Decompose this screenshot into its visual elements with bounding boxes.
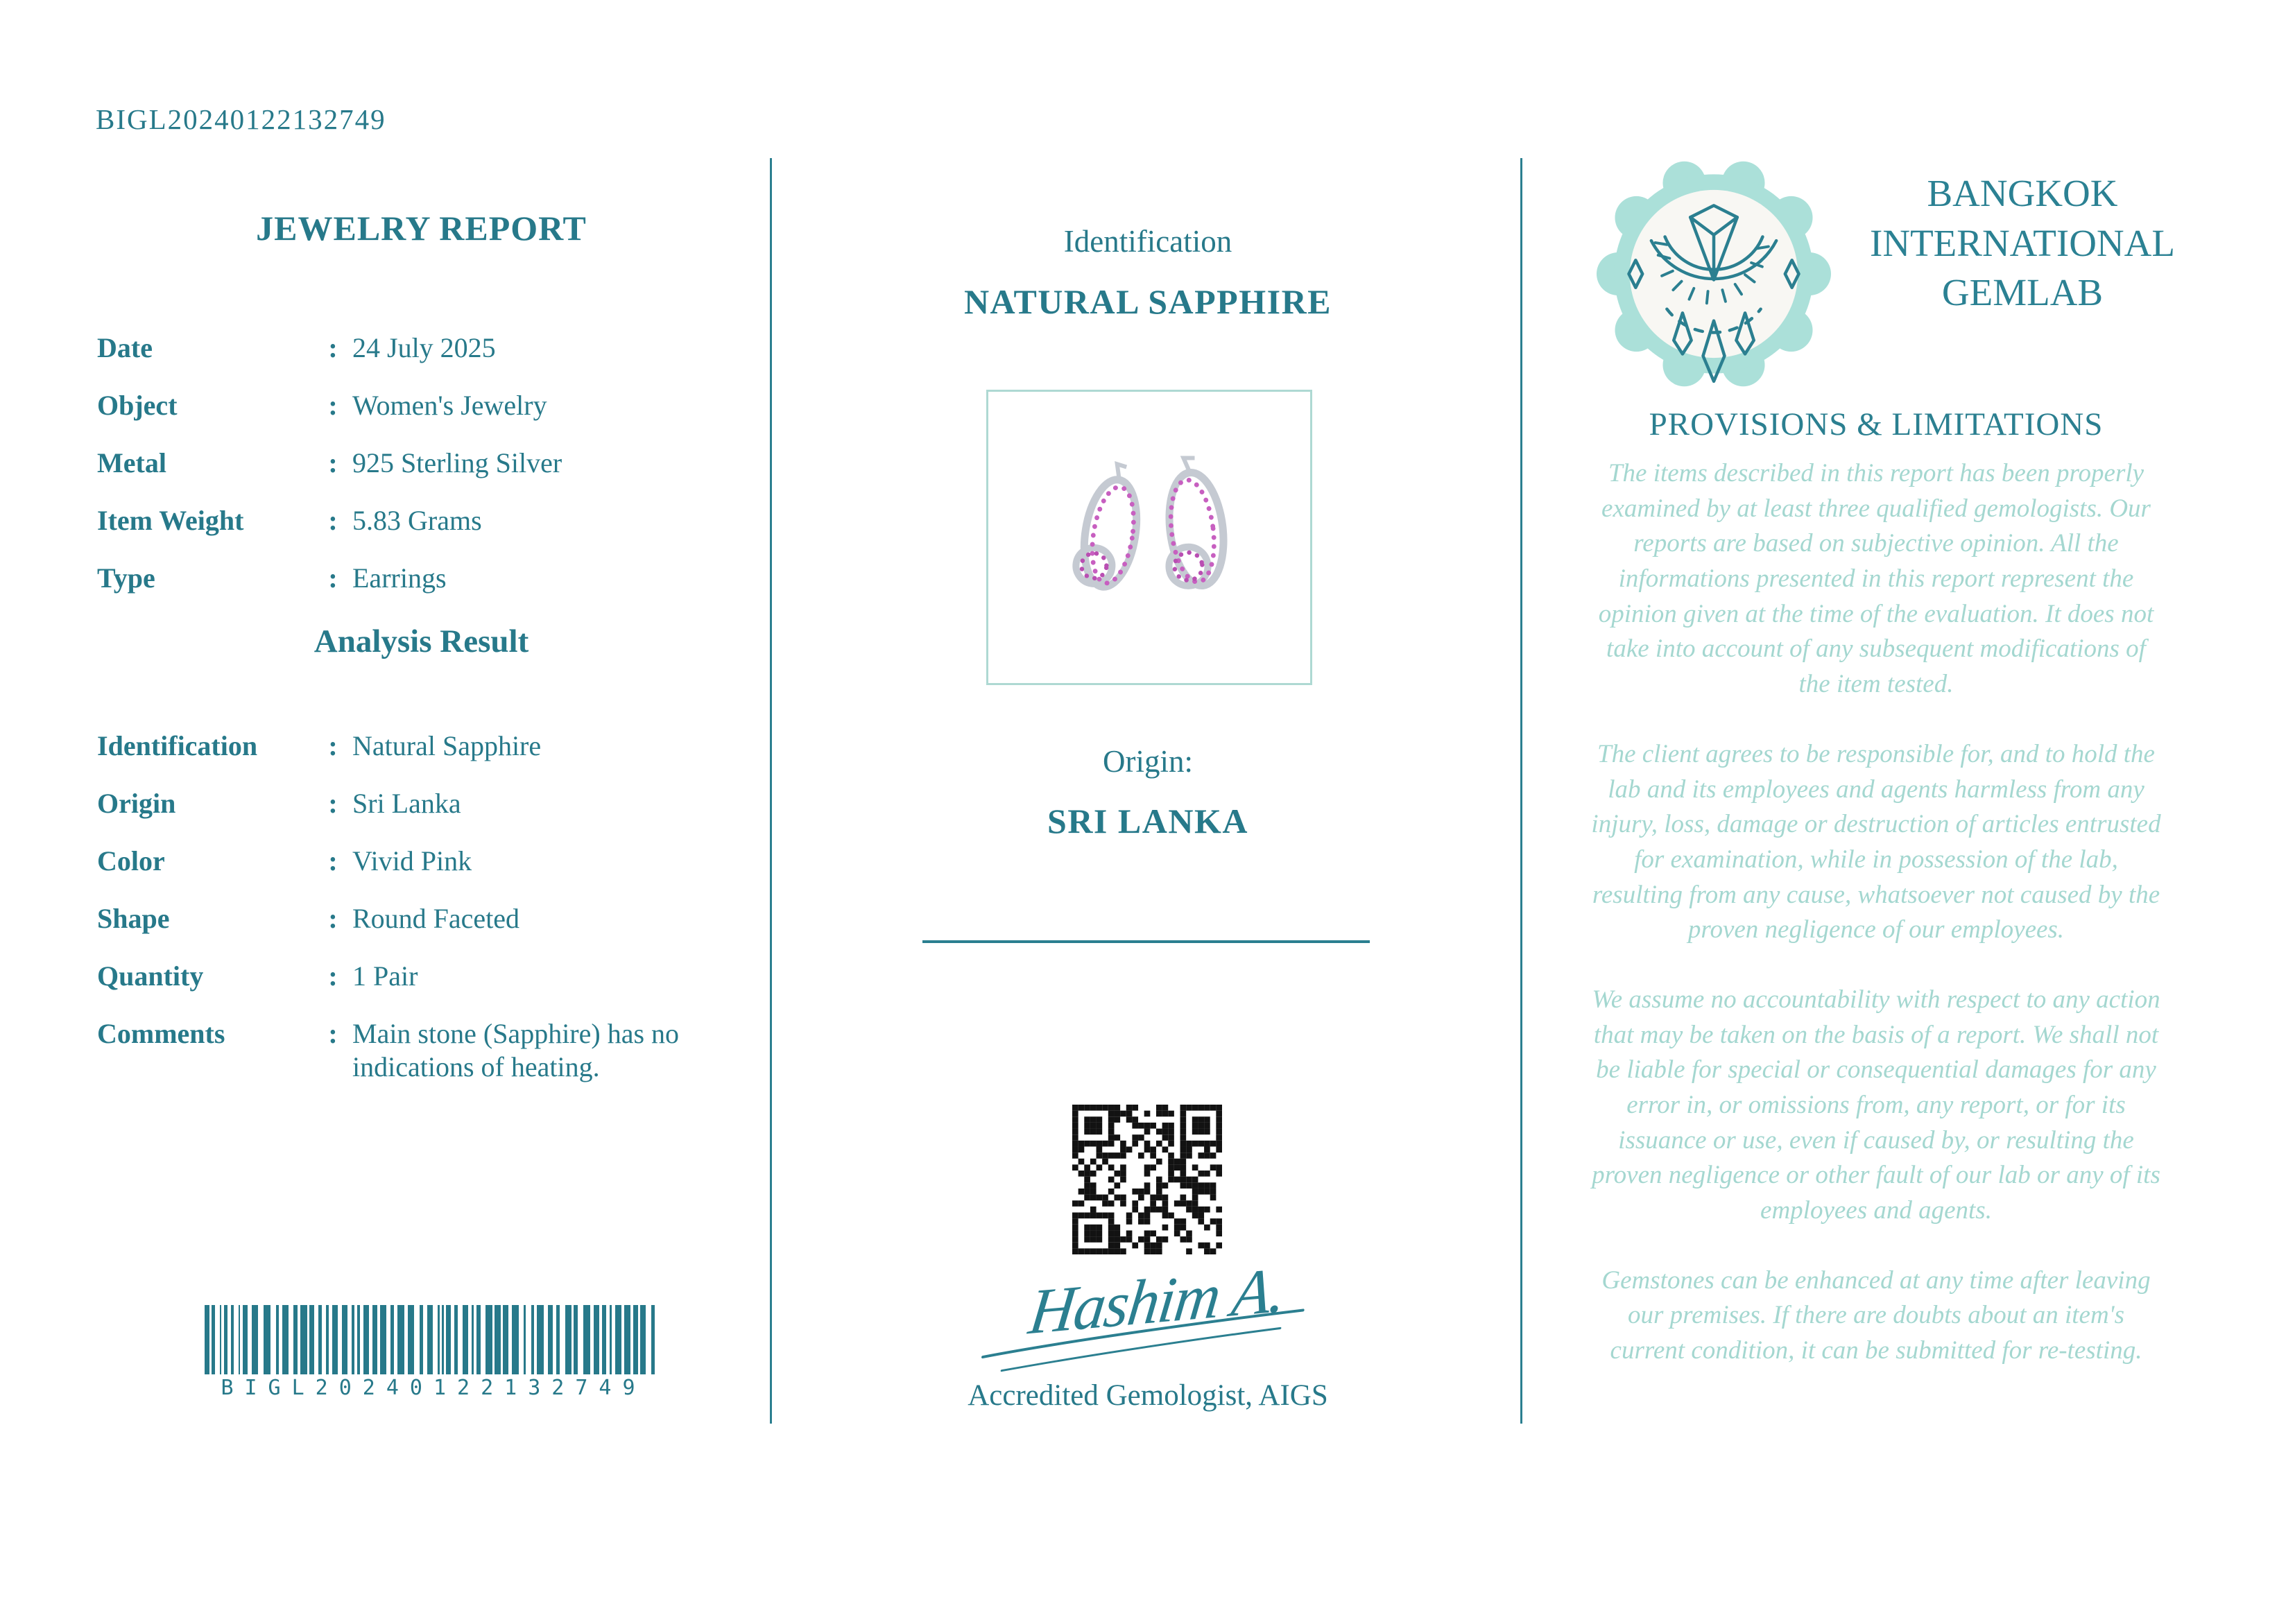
field-value: Earrings (352, 562, 447, 594)
report-number: BIGL20240122132749 (96, 103, 386, 135)
field-label: Quantity (97, 960, 204, 992)
field-value: 24 July 2025 (352, 332, 496, 363)
provisions-title: PROVISIONS & LIMITATIONS (1649, 406, 2104, 442)
signature (940, 1254, 1356, 1382)
identification-heading: Identification (1063, 224, 1232, 259)
report-details-column (97, 0, 746, 1624)
field-label: Color (97, 845, 165, 876)
necklace-icon (1597, 157, 1831, 391)
field-value: 1 Pair (352, 960, 418, 992)
identification-value: NATURAL SAPPHIRE (963, 282, 1332, 321)
field-value: 5.83 Grams (352, 505, 482, 536)
item-photo-frame (986, 390, 1312, 685)
provisions-paragraph: The items described in this report has been properly examined by at least three qualified gemologists. Our reports are based on subjective opinion. All the informations presented in this report represent the opinion given at the time of the evaluation. It does not take into account of any subsequent modifications of the item tested. (1598, 459, 2154, 699)
origin-value: SRI LANKA (1047, 802, 1248, 840)
column-divider (770, 158, 772, 1424)
field-colon: : (328, 788, 338, 819)
column-divider (1520, 158, 1522, 1424)
signature-image (940, 1254, 1356, 1382)
field-value: Sri Lanka (352, 788, 461, 819)
field-colon: : (328, 562, 338, 594)
field-colon: : (328, 332, 338, 363)
field-colon: : (328, 505, 338, 536)
field-value: Natural Sapphire (352, 730, 542, 761)
field-colon: : (328, 960, 338, 992)
field-label: Date (97, 332, 153, 363)
field-value: Vivid Pink (352, 845, 472, 876)
provisions-paragraph: We assume no accountability with respect to any action that may be taken on the basis of a report. We shall not be liable for special or consequential damages for any error in, or omissions from, any report, or for its issuance or use, even if caused by, or resulting the proven negligence or other fault of our lab or any of its employees and agents. (1592, 985, 2160, 1225)
field-colon: : (328, 390, 338, 421)
field-label: Item Weight (97, 505, 244, 536)
field-value: Main stone (Sapphire) has no indications of heating. (352, 1018, 680, 1082)
field-colon: : (328, 447, 338, 478)
field-colon: : (328, 845, 338, 876)
origin-label: Origin: (1103, 744, 1193, 779)
field-label: Type (97, 562, 155, 594)
field-label: Object (97, 390, 178, 421)
jewelry-report-title: JEWELRY REPORT (256, 209, 587, 248)
qr-code-image (1072, 1105, 1222, 1254)
barcode (205, 1305, 662, 1409)
signature-caption: Accredited Gemologist, AIGS (968, 1379, 1328, 1412)
origin-divider-line (922, 940, 1370, 943)
earring-left (1073, 460, 1146, 591)
earrings-image (988, 392, 1306, 679)
lab-name: BANGKOK INTERNATIONAL GEMLAB (1870, 172, 2175, 313)
analysis-result-title: Analysis Result (313, 623, 529, 659)
provisions-paragraphs (1588, 456, 2164, 1403)
barcode-bars (205, 1305, 662, 1374)
gemlab-logo (1597, 157, 1831, 391)
field-colon: : (328, 1018, 338, 1049)
field-value: Women's Jewelry (352, 390, 547, 421)
field-label: Identification (97, 730, 258, 761)
provisions-paragraph: The client agrees to be responsible for, and to hold the lab and its employees and agents harmless from any injury, loss, damage or destruction of articles entrusted for examination, while in possession of the lab, resulting from any cause, whatsoever not caused by the proven negligence of our employees. (1591, 739, 2161, 944)
signature-text: Hashim A. (1025, 1254, 1289, 1349)
field-label: Origin (97, 788, 176, 819)
earring-right (1156, 454, 1230, 589)
field-value: Round Faceted (352, 903, 520, 934)
field-colon: : (328, 903, 338, 934)
field-colon: : (328, 730, 338, 761)
field-label: Metal (97, 447, 166, 478)
qr-code (1072, 1105, 1222, 1254)
provisions-paragraph: Gemstones can be enhanced at any time after leaving our premises. If there are doubts about an item's current condition, it can be submitted for re-testing. (1601, 1265, 2151, 1365)
barcode-text: BIGL20240122132749 (221, 1376, 646, 1400)
field-label: Comments (97, 1018, 225, 1049)
field-label: Shape (97, 903, 170, 934)
field-value: 925 Sterling Silver (352, 447, 562, 478)
